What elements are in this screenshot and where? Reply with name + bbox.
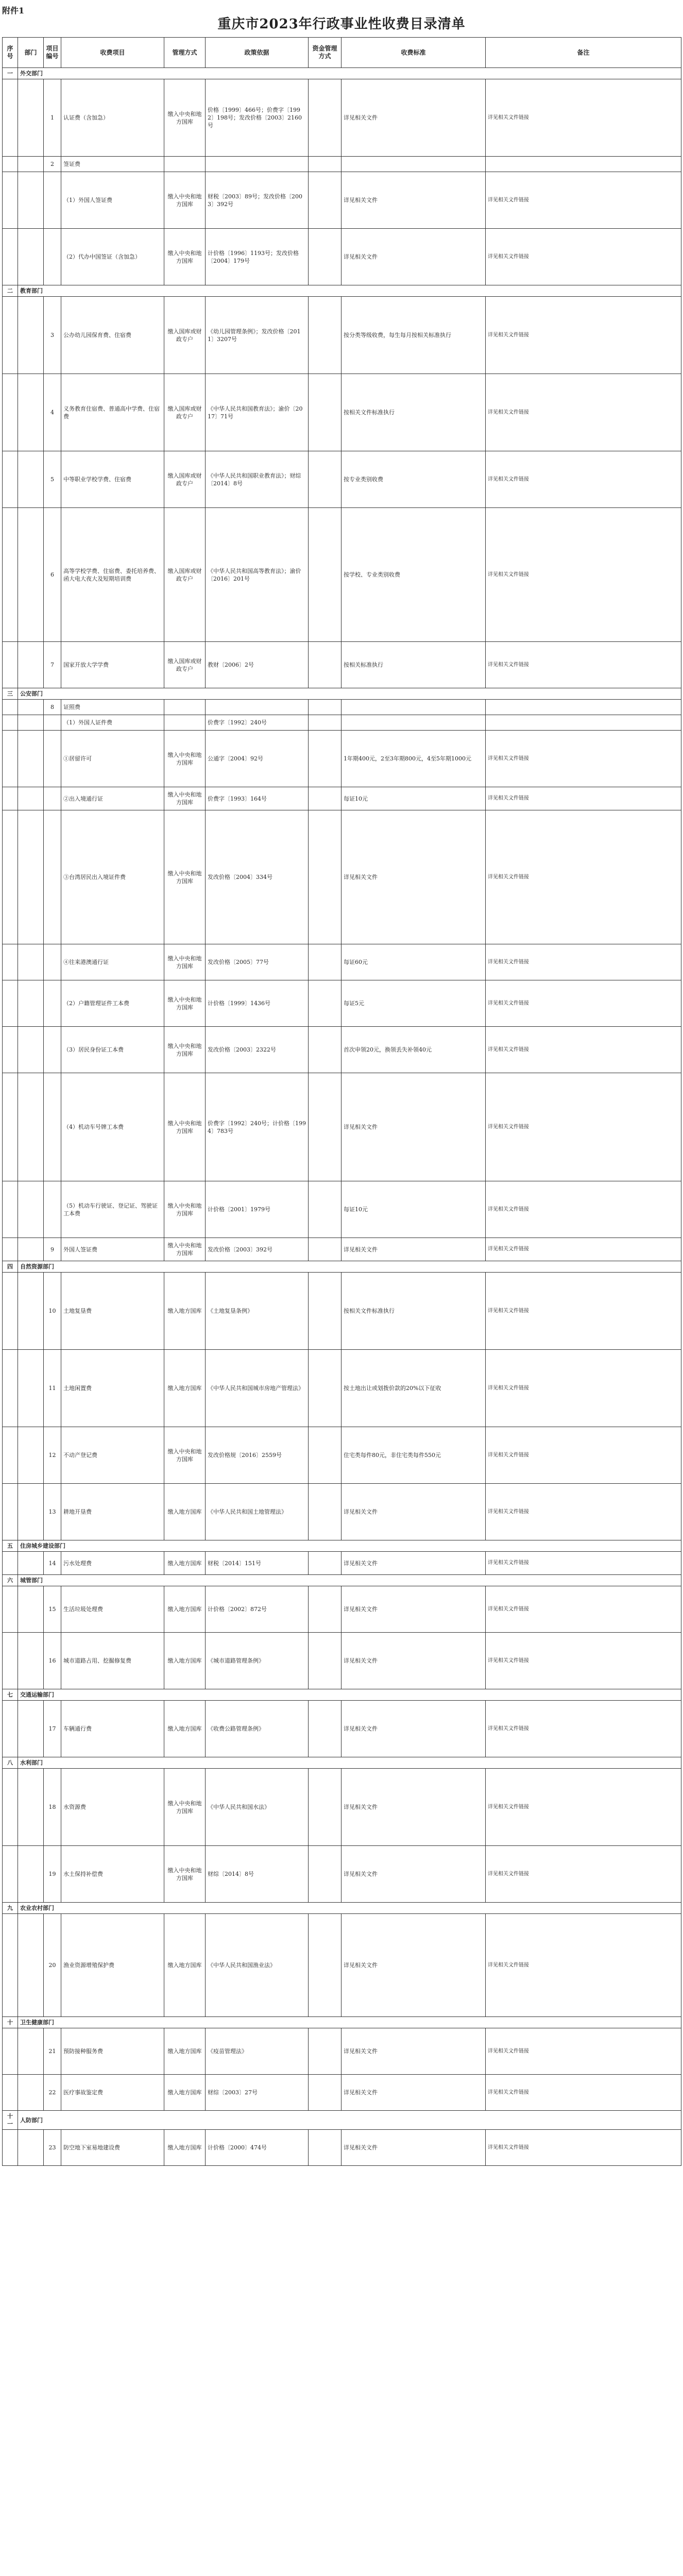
item-no: 10 [44, 1273, 61, 1350]
item-no: 2 [44, 157, 61, 172]
item-mgmt: 缴入地方国库 [164, 1701, 206, 1757]
table-row [3, 1073, 681, 1181]
item-no: 15 [44, 1586, 61, 1633]
section-number: 一 [3, 68, 18, 79]
item-remark: 详见相关文件链接 [486, 2075, 681, 2111]
section-row [3, 1903, 681, 1914]
section-number: 九 [3, 1903, 18, 1914]
item-standard: 住宅类每件80元，非住宅类每件550元 [341, 1427, 486, 1484]
table-header-row [3, 38, 681, 68]
item-mgmt: 缴入国库或财政专户 [164, 451, 206, 508]
attachment-label: 附件1 [2, 6, 25, 15]
item-basis: 《中华人民共和国城市房地产管理法》 [206, 1350, 309, 1427]
item-mgmt: 缴入国库或财政专户 [164, 374, 206, 451]
item-name: 高等学校学费、住宿费、委托培养费、函大电大夜大及短期培训费 [61, 508, 164, 642]
item-no: 1 [44, 79, 61, 157]
item-standard: 详见相关文件 [341, 2130, 486, 2166]
item-basis: 价费字〔1993〕164号 [206, 787, 309, 810]
item-basis: 价格〔1999〕466号；价费字〔1992〕198号；发改价格〔2003〕2160号 [206, 79, 309, 157]
item-mgmt: 缴入中央和地方国库 [164, 1073, 206, 1181]
item-basis: 教财〔2006〕2号 [206, 642, 309, 688]
item-name: 认证费（含加急） [61, 79, 164, 157]
item-basis: 《中华人民共和国土地管理法》 [206, 1484, 309, 1540]
section-number: 十 [3, 2017, 18, 2028]
item-name: 外国人签证费 [61, 1238, 164, 1261]
item-basis: 计价格〔2000〕474号 [206, 2130, 309, 2166]
item-no: 8 [44, 700, 61, 715]
item-remark: 详见相关文件链接 [486, 1586, 681, 1633]
item-standard: 详见相关文件 [341, 172, 486, 229]
item-no: 11 [44, 1350, 61, 1427]
item-basis: 《幼儿园管理条例》；发改价格〔2011〕3207号 [206, 297, 309, 374]
item-standard: 详见相关文件 [341, 1701, 486, 1757]
item-name: 城市道路占用、挖掘修复费 [61, 1633, 164, 1689]
table-row [3, 79, 681, 157]
item-remark: 详见相关文件链接 [486, 2028, 681, 2075]
item-remark: 详见相关文件链接 [486, 229, 681, 285]
table-row [3, 451, 681, 508]
table-row [3, 1769, 681, 1846]
table-row [3, 1633, 681, 1689]
item-name: （1）外国人证件费 [61, 715, 164, 731]
item-no: 7 [44, 642, 61, 688]
item-standard: 详见相关文件 [341, 1914, 486, 2017]
section-row [3, 2111, 681, 2130]
item-name: 公办幼儿园保育费、住宿费 [61, 297, 164, 374]
item-basis: 《土地复垦条例》 [206, 1273, 309, 1350]
item-no: 5 [44, 451, 61, 508]
section-number: 六 [3, 1575, 18, 1586]
item-standard: 详见相关文件 [341, 2028, 486, 2075]
item-standard: 详见相关文件 [341, 1633, 486, 1689]
col-header: 管理方式 [164, 38, 206, 68]
section-row [3, 1540, 681, 1552]
item-remark: 详见相关文件链接 [486, 1273, 681, 1350]
item-name: （3）居民身份证工本费 [61, 1027, 164, 1073]
table-row [3, 1914, 681, 2017]
section-dept: 水利部门 [18, 1757, 681, 1769]
item-remark: 详见相关文件链接 [486, 980, 681, 1027]
table-row [3, 1181, 681, 1238]
item-mgmt: 缴入中央和地方国库 [164, 944, 206, 980]
item-mgmt: 缴入地方国库 [164, 1633, 206, 1689]
item-name: ①居留许可 [61, 731, 164, 787]
item-name: 不动产登记费 [61, 1427, 164, 1484]
item-mgmt: 缴入中央和地方国库 [164, 1238, 206, 1261]
table-row [3, 229, 681, 285]
item-basis: 《中华人民共和国职业教育法》；财综〔2014〕8号 [206, 451, 309, 508]
item-mgmt: 缴入地方国库 [164, 1273, 206, 1350]
item-standard: 详见相关文件 [341, 2075, 486, 2111]
item-mgmt: 缴入国库或财政专户 [164, 297, 206, 374]
item-mgmt: 缴入地方国库 [164, 2130, 206, 2166]
item-mgmt: 缴入地方国库 [164, 1552, 206, 1575]
item-mgmt: 缴入中央和地方国库 [164, 79, 206, 157]
table-row [3, 1238, 681, 1261]
table-row [3, 157, 681, 172]
item-remark: 详见相关文件链接 [486, 1484, 681, 1540]
item-remark: 详见相关文件链接 [486, 731, 681, 787]
table-row [3, 374, 681, 451]
item-basis: 《疫苗管理法》 [206, 2028, 309, 2075]
item-mgmt: 缴入中央和地方国库 [164, 980, 206, 1027]
item-standard: 每证5元 [341, 980, 486, 1027]
section-number: 八 [3, 1757, 18, 1769]
item-basis: 《中华人民共和国水法》 [206, 1769, 309, 1846]
section-row [3, 1689, 681, 1701]
item-name: 预防接种服务费 [61, 2028, 164, 2075]
item-basis: 计价格〔2001〕1979号 [206, 1181, 309, 1238]
table-row [3, 1701, 681, 1757]
section-number: 三 [3, 688, 18, 700]
item-mgmt: 缴入地方国库 [164, 1586, 206, 1633]
item-basis: 财税〔2014〕151号 [206, 1552, 309, 1575]
item-name: ④往来港澳通行证 [61, 944, 164, 980]
table-row [3, 1846, 681, 1903]
item-standard: 每证60元 [341, 944, 486, 980]
item-standard: 详见相关文件 [341, 1073, 486, 1181]
item-name: 中等职业学校学费、住宿费 [61, 451, 164, 508]
section-dept: 教育部门 [18, 285, 681, 297]
item-basis: 财综〔2003〕27号 [206, 2075, 309, 2111]
item-remark: 详见相关文件链接 [486, 508, 681, 642]
section-row [3, 1757, 681, 1769]
table-row [3, 297, 681, 374]
item-basis: 《中华人民共和国渔业法》 [206, 1914, 309, 2017]
table-row [3, 810, 681, 944]
item-no: 22 [44, 2075, 61, 2111]
col-header: 资金管理方式 [309, 38, 341, 68]
col-header: 项目编号 [44, 38, 61, 68]
section-number: 五 [3, 1540, 18, 1552]
col-header: 部门 [18, 38, 44, 68]
section-number: 七 [3, 1689, 18, 1701]
item-remark: 详见相关文件链接 [486, 944, 681, 980]
item-mgmt: 缴入中央和地方国库 [164, 1181, 206, 1238]
item-name: ②出入境通行证 [61, 787, 164, 810]
item-name: 水土保持补偿费 [61, 1846, 164, 1903]
table-row [3, 172, 681, 229]
table-row [3, 1273, 681, 1350]
table-row [3, 1552, 681, 1575]
table-row [3, 715, 681, 731]
item-basis: 计价格〔1996〕1193号；发改价格〔2004〕179号 [206, 229, 309, 285]
item-name: 车辆通行费 [61, 1701, 164, 1757]
item-no: 19 [44, 1846, 61, 1903]
item-mgmt: 缴入国库或财政专户 [164, 642, 206, 688]
col-header: 备注 [486, 38, 681, 68]
item-mgmt: 缴入中央和地方国库 [164, 229, 206, 285]
table-row [3, 980, 681, 1027]
item-mgmt: 缴入中央和地方国库 [164, 1769, 206, 1846]
section-row [3, 2017, 681, 2028]
col-header: 收费标准 [341, 38, 486, 68]
section-dept: 公安部门 [18, 688, 681, 700]
item-remark: 详见相关文件链接 [486, 1701, 681, 1757]
section-number: 二 [3, 285, 18, 297]
item-remark: 详见相关文件链接 [486, 1027, 681, 1073]
item-remark: 详见相关文件链接 [486, 297, 681, 374]
section-row [3, 68, 681, 79]
item-no: 12 [44, 1427, 61, 1484]
item-name: 国家开放大学学费 [61, 642, 164, 688]
section-row [3, 1261, 681, 1273]
table-row [3, 2130, 681, 2166]
item-standard: 详见相关文件 [341, 810, 486, 944]
item-remark: 详见相关文件链接 [486, 1846, 681, 1903]
item-no: 16 [44, 1633, 61, 1689]
item-no: 21 [44, 2028, 61, 2075]
item-standard: 首次申领20元，换领丢失补领40元 [341, 1027, 486, 1073]
table-row [3, 944, 681, 980]
page-title: 重庆市2023年行政事业性收费目录清单 [217, 16, 466, 32]
table-row [3, 731, 681, 787]
item-basis: 发改价格〔2005〕77号 [206, 944, 309, 980]
section-dept: 农业农村部门 [18, 1903, 681, 1914]
item-standard: 按相关标准执行 [341, 642, 486, 688]
item-remark: 详见相关文件链接 [486, 451, 681, 508]
item-mgmt: 缴入中央和地方国库 [164, 810, 206, 944]
item-no: 18 [44, 1769, 61, 1846]
section-dept: 人防部门 [18, 2111, 681, 2130]
item-basis: 发改价格〔2003〕2322号 [206, 1027, 309, 1073]
item-remark: 详见相关文件链接 [486, 1769, 681, 1846]
item-standard: 详见相关文件 [341, 1846, 486, 1903]
item-mgmt: 缴入地方国库 [164, 2075, 206, 2111]
item-standard: 详见相关文件 [341, 1238, 486, 1261]
item-standard: 1年期400元，2至3年期800元，4至5年期1000元 [341, 731, 486, 787]
table-row [3, 787, 681, 810]
table-row [3, 508, 681, 642]
section-row [3, 1575, 681, 1586]
section-number: 四 [3, 1261, 18, 1273]
item-standard: 按土地出让或划拨价款的20%以下征收 [341, 1350, 486, 1427]
item-name: 义务教育住宿费、普通高中学费、住宿费 [61, 374, 164, 451]
item-standard: 按专业类别收费 [341, 451, 486, 508]
item-name: 土地复垦费 [61, 1273, 164, 1350]
item-no: 14 [44, 1552, 61, 1575]
item-no: 23 [44, 2130, 61, 2166]
item-basis: 《中华人民共和国高等教育法》；渝价〔2016〕201号 [206, 508, 309, 642]
item-standard: 详见相关文件 [341, 1484, 486, 1540]
item-basis: 发改价格〔2004〕334号 [206, 810, 309, 944]
fee-catalog-table [2, 37, 681, 2166]
item-basis: 财税〔2003〕89号；发改价格〔2003〕392号 [206, 172, 309, 229]
item-name: 渔业资源增殖保护费 [61, 1914, 164, 2017]
item-name: （4）机动车号牌工本费 [61, 1073, 164, 1181]
item-standard: 按相关文件标准执行 [341, 374, 486, 451]
item-remark: 详见相关文件链接 [486, 1552, 681, 1575]
section-dept: 住房城乡建设部门 [18, 1540, 681, 1552]
item-mgmt: 缴入中央和地方国库 [164, 1846, 206, 1903]
item-remark: 详见相关文件链接 [486, 642, 681, 688]
item-name: 生活垃圾处理费 [61, 1586, 164, 1633]
item-name: 耕地开垦费 [61, 1484, 164, 1540]
table-row [3, 642, 681, 688]
item-name: 污水处理费 [61, 1552, 164, 1575]
table-row [3, 700, 681, 715]
item-basis: 计价格〔1999〕1436号 [206, 980, 309, 1027]
item-basis: 价费字〔1992〕240号；计价格〔1994〕783号 [206, 1073, 309, 1181]
item-standard: 详见相关文件 [341, 1552, 486, 1575]
table-row [3, 1586, 681, 1633]
item-remark: 详见相关文件链接 [486, 1073, 681, 1181]
item-no: 20 [44, 1914, 61, 2017]
col-header: 收费项目 [61, 38, 164, 68]
table-row [3, 2075, 681, 2111]
item-name: 水资源费 [61, 1769, 164, 1846]
item-name: 防空地下室易地建设费 [61, 2130, 164, 2166]
item-standard: 按相关文件标准执行 [341, 1273, 486, 1350]
item-name: 证照费 [61, 700, 164, 715]
item-basis: 计价格〔2002〕872号 [206, 1586, 309, 1633]
item-mgmt: 缴入中央和地方国库 [164, 1027, 206, 1073]
item-basis: 发改价格规〔2016〕2559号 [206, 1427, 309, 1484]
section-dept: 卫生健康部门 [18, 2017, 681, 2028]
section-dept: 城管部门 [18, 1575, 681, 1586]
item-remark: 详见相关文件链接 [486, 1181, 681, 1238]
section-dept: 交通运输部门 [18, 1689, 681, 1701]
item-remark: 详见相关文件链接 [486, 374, 681, 451]
item-mgmt: 缴入中央和地方国库 [164, 787, 206, 810]
table-row [3, 1427, 681, 1484]
item-name: 医疗事故鉴定费 [61, 2075, 164, 2111]
item-standard: 每证10元 [341, 1181, 486, 1238]
item-remark: 详见相关文件链接 [486, 787, 681, 810]
item-standard: 按分类等级收费，每生每月按相关标准执行 [341, 297, 486, 374]
item-name: 签证费 [61, 157, 164, 172]
item-standard: 详见相关文件 [341, 1769, 486, 1846]
item-name: （2）代办中国签证（含加急） [61, 229, 164, 285]
item-name: ③台湾居民出入境证件费 [61, 810, 164, 944]
item-remark: 详见相关文件链接 [486, 79, 681, 157]
item-mgmt: 缴入国库或财政专户 [164, 508, 206, 642]
item-no: 4 [44, 374, 61, 451]
col-header: 政策依据 [206, 38, 309, 68]
item-remark: 详见相关文件链接 [486, 1633, 681, 1689]
item-basis: 价费字〔1992〕240号 [206, 715, 309, 731]
section-row [3, 688, 681, 700]
item-basis: 《城市道路管理条例》 [206, 1633, 309, 1689]
item-standard: 详见相关文件 [341, 1586, 486, 1633]
item-remark: 详见相关文件链接 [486, 1914, 681, 2017]
item-basis: 公通字〔2004〕92号 [206, 731, 309, 787]
table-row [3, 1350, 681, 1427]
item-mgmt: 缴入地方国库 [164, 1914, 206, 2017]
item-remark: 详见相关文件链接 [486, 1350, 681, 1427]
item-mgmt: 缴入中央和地方国库 [164, 731, 206, 787]
item-mgmt: 缴入地方国库 [164, 1484, 206, 1540]
item-remark: 详见相关文件链接 [486, 1427, 681, 1484]
section-dept: 外交部门 [18, 68, 681, 79]
item-no: 13 [44, 1484, 61, 1540]
item-standard: 按学校、专业类别收费 [341, 508, 486, 642]
item-basis: 发改价格〔2003〕392号 [206, 1238, 309, 1261]
item-no: 3 [44, 297, 61, 374]
item-basis: 《收费公路管理条例》 [206, 1701, 309, 1757]
item-standard: 详见相关文件 [341, 229, 486, 285]
table-row [3, 1484, 681, 1540]
table-row [3, 2028, 681, 2075]
item-remark: 详见相关文件链接 [486, 810, 681, 944]
item-no: 6 [44, 508, 61, 642]
item-no: 17 [44, 1701, 61, 1757]
item-remark: 详见相关文件链接 [486, 2130, 681, 2166]
item-standard: 每证10元 [341, 787, 486, 810]
item-no: 9 [44, 1238, 61, 1261]
col-header: 序号 [3, 38, 18, 68]
item-mgmt: 缴入中央和地方国库 [164, 1427, 206, 1484]
section-dept: 自然资源部门 [18, 1261, 681, 1273]
section-number: 十一 [3, 2111, 18, 2130]
item-name: （2）户籍管理证件工本费 [61, 980, 164, 1027]
item-mgmt: 缴入中央和地方国库 [164, 172, 206, 229]
item-basis: 《中华人民共和国教育法》；渝价〔2017〕71号 [206, 374, 309, 451]
item-basis: 财综〔2014〕8号 [206, 1846, 309, 1903]
table-row [3, 1027, 681, 1073]
item-name: 土地闲置费 [61, 1350, 164, 1427]
item-mgmt: 缴入地方国库 [164, 2028, 206, 2075]
item-name: （5）机动车行驶证、登记证、驾驶证工本费 [61, 1181, 164, 1238]
item-remark: 详见相关文件链接 [486, 172, 681, 229]
item-name: （1）外国人签证费 [61, 172, 164, 229]
section-row [3, 285, 681, 297]
item-mgmt: 缴入地方国库 [164, 1350, 206, 1427]
item-remark: 详见相关文件链接 [486, 1238, 681, 1261]
item-standard: 详见相关文件 [341, 79, 486, 157]
